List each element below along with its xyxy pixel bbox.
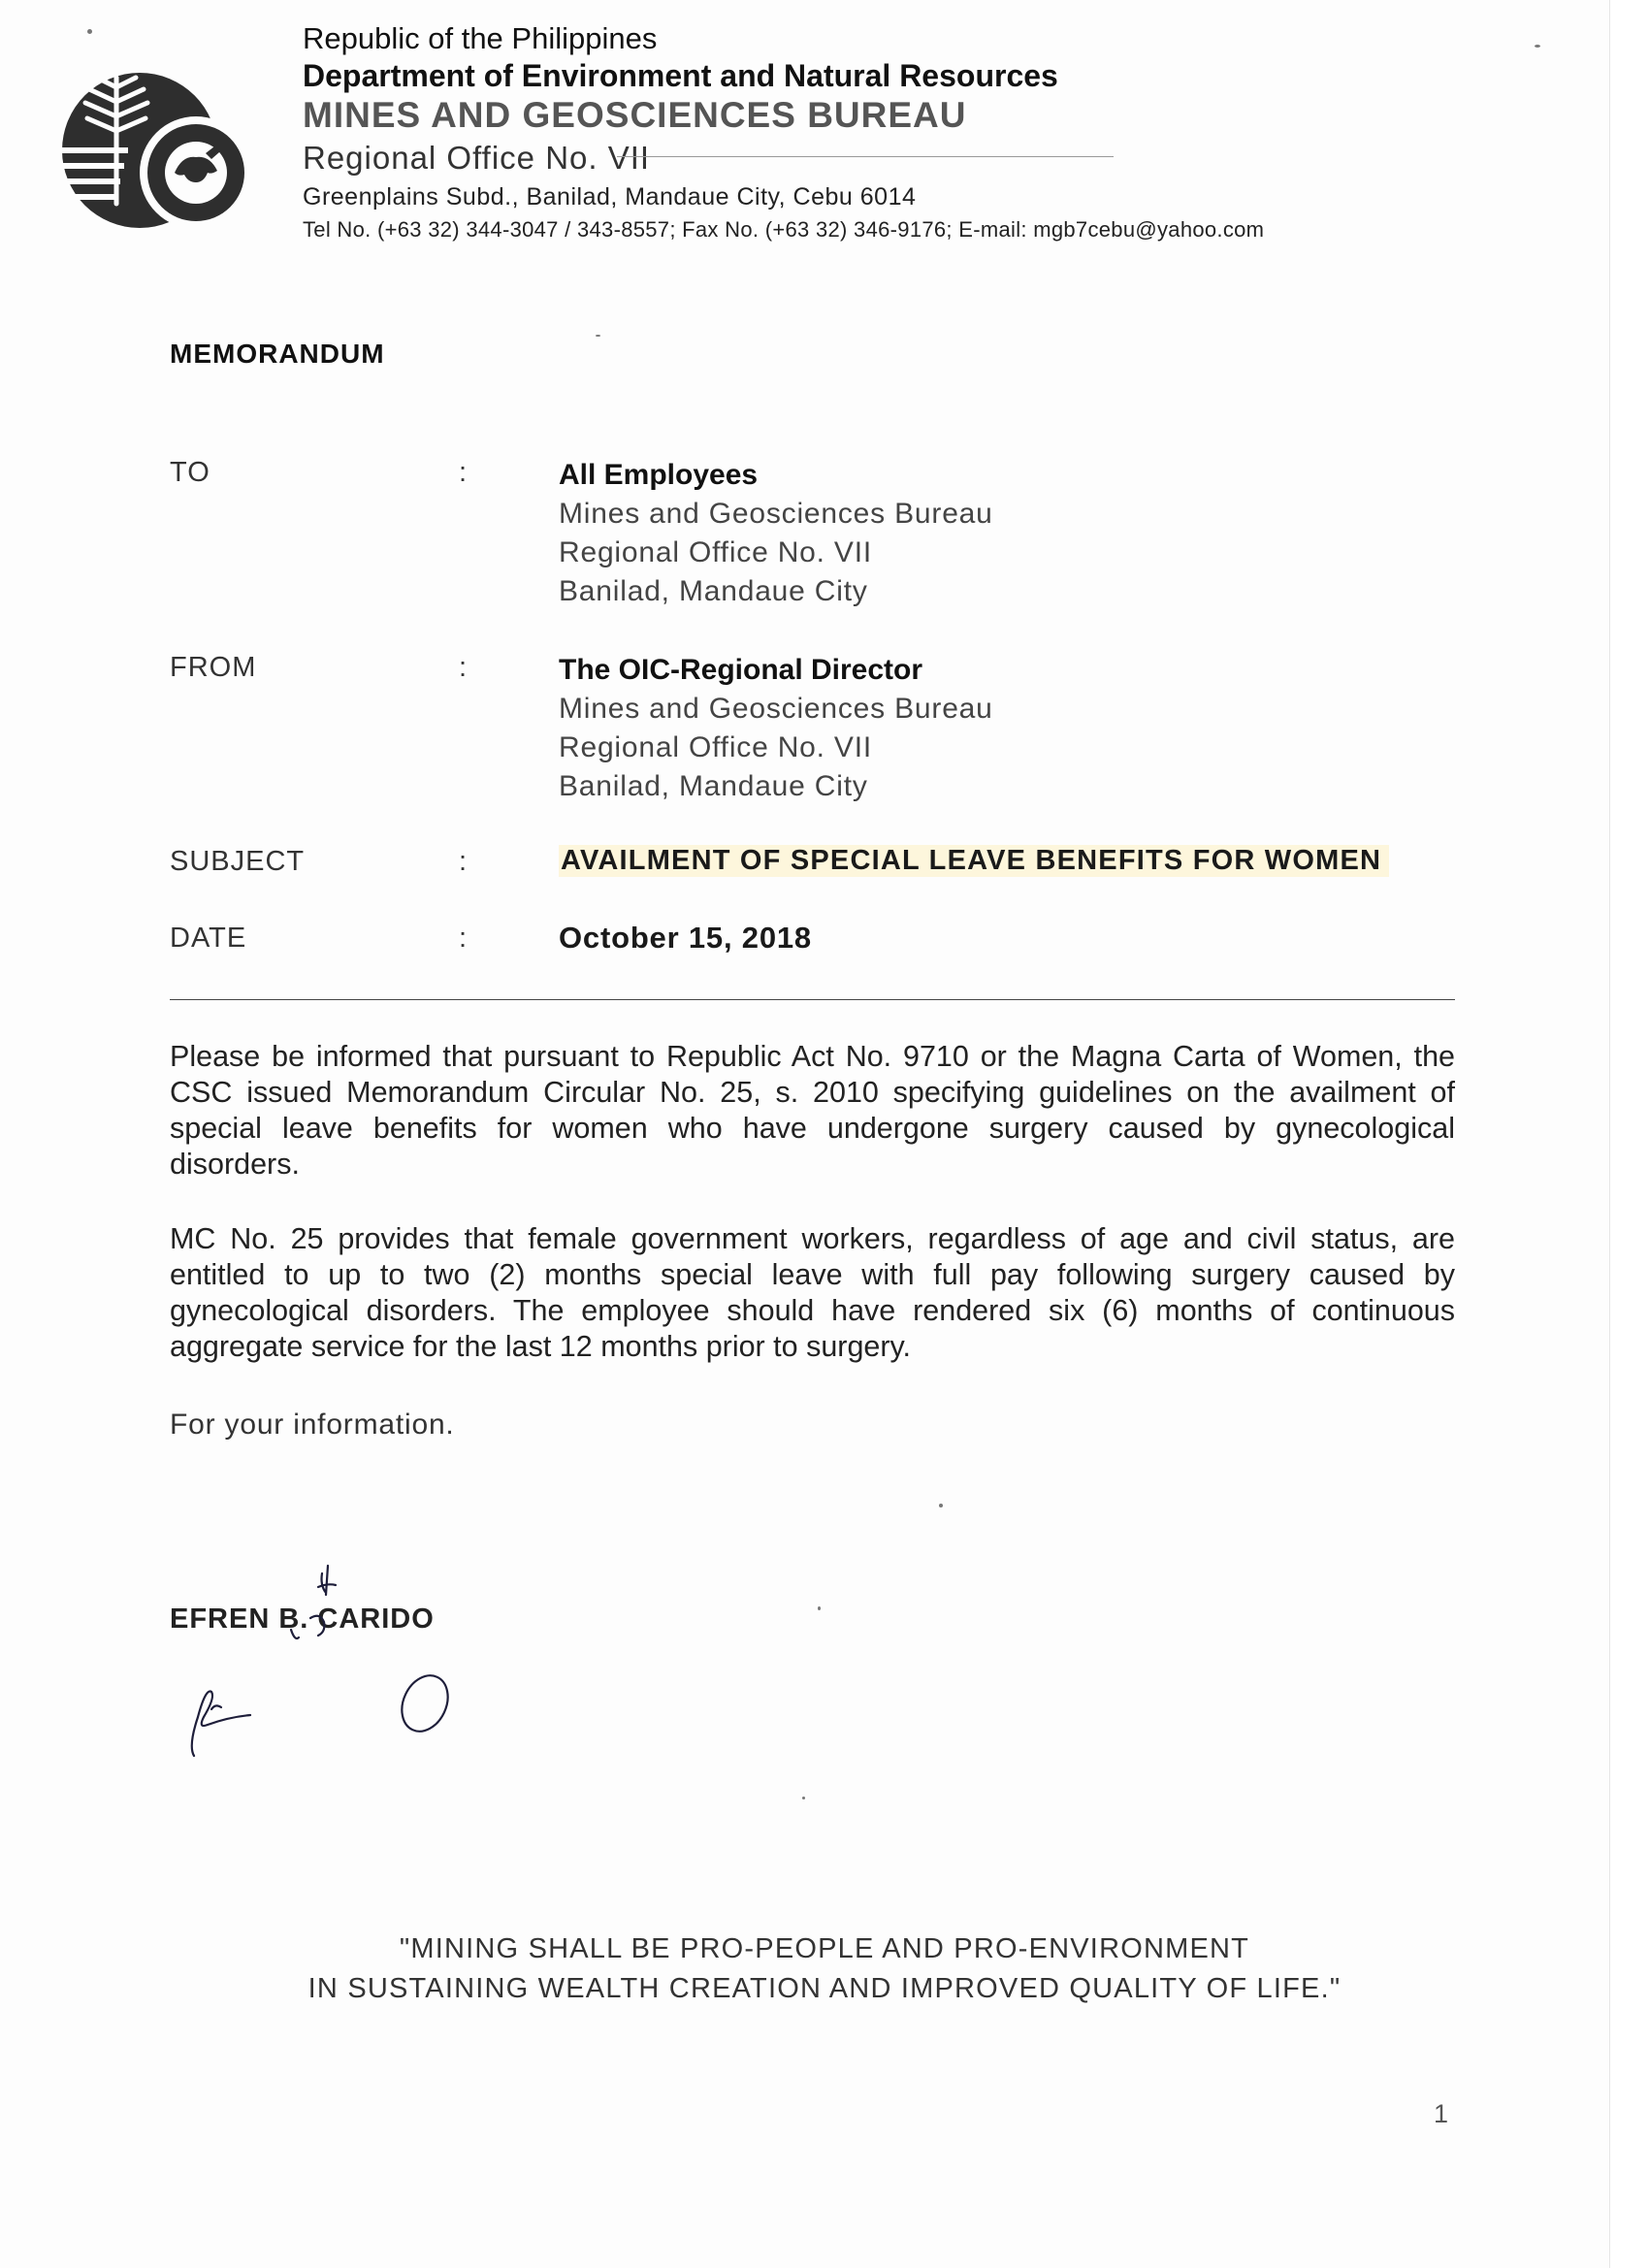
letterhead-address: Greenplains Subd., Banilad, Mandaue City, Cebu 6014 — [303, 183, 917, 211]
to-recipient-name: All Employees — [559, 459, 759, 491]
scan-edge — [1609, 0, 1649, 2268]
date-colon: : — [459, 923, 468, 954]
memo-title: MEMORANDUM — [170, 339, 385, 369]
letterhead-department: Department of Environment and Natural Resources — [303, 58, 1058, 93]
scan-speck — [1535, 45, 1540, 48]
letterhead-bureau: MINES AND GEOSCIENCES BUREAU — [303, 95, 967, 135]
body-paragraph: Please be informed that pursuant to Republic Act No. 9710 or the Magna Carta of Women, the CSC issued Memorandum Circular No. 25, s. 2010 specifying guidelines on the availment of special leave benefits for women who have undergone surgery caused by gynecological disorders. — [170, 1040, 1455, 1181]
letterhead-republic: Republic of the Philippines — [303, 21, 658, 55]
header-divider — [170, 999, 1455, 1000]
page-number: 1 — [1434, 2099, 1449, 2128]
date-value-block — [559, 921, 812, 956]
date-label: DATE — [170, 923, 247, 954]
from-address-line: Banilad, Mandaue City — [559, 770, 868, 802]
motto-line: "MINING SHALL BE PRO-PEOPLE AND PRO-ENVIRONMENT — [399, 1933, 1250, 1964]
scan-speck — [87, 29, 92, 34]
from-sender-block — [559, 651, 993, 806]
to-address-line: Regional Office No. VII — [559, 536, 872, 568]
to-address-line: Banilad, Mandaue City — [559, 575, 868, 607]
to-colon: : — [459, 457, 468, 488]
scan-speck — [939, 1504, 943, 1507]
mgb-seal-logo-icon — [60, 58, 254, 243]
motto-line: IN SUSTAINING WEALTH CREATION AND IMPROVED QUALITY OF LIFE." — [307, 1973, 1342, 2004]
to-recipient-block — [559, 456, 993, 611]
body-paragraph: MC No. 25 provides that female government workers, regardless of age and civil status, are entitled to up to two (2) months special leave with full pay following surgery caused by gynecological disorders. The employee should have rendered six (6) months of continuous aggregate service for the last 12 months prior to surgery. — [170, 1222, 1455, 1363]
subject-value: AVAILMENT OF SPECIAL LEAVE BENEFITS FOR WOMEN — [559, 845, 1389, 877]
scan-speck — [802, 1797, 805, 1799]
from-sender-name: The OIC-Regional Director — [559, 654, 923, 686]
date-value: October 15, 2018 — [559, 921, 812, 955]
handwritten-signature-icon — [155, 1552, 485, 1775]
from-label: FROM — [170, 652, 257, 683]
from-colon: : — [459, 652, 468, 683]
letterhead-rule — [617, 156, 1114, 157]
scan-speck — [818, 1606, 821, 1610]
scan-speck — [596, 335, 600, 337]
subject-colon: : — [459, 846, 468, 877]
signatory-name: EFREN B. CARIDO — [170, 1604, 435, 1635]
subject-value-block — [559, 845, 1389, 877]
closing-line: For your information. — [170, 1409, 455, 1441]
letterhead-regional-office: Regional Office No. VII — [303, 140, 651, 176]
to-label: TO — [170, 457, 210, 488]
from-address-line: Mines and Geosciences Bureau — [559, 693, 993, 725]
subject-label: SUBJECT — [170, 846, 306, 877]
from-address-line: Regional Office No. VII — [559, 731, 872, 763]
letterhead-contact: Tel No. (+63 32) 344-3047 / 343-8557; Fax No. (+63 32) 346-9176; E-mail: mgb7cebu@yahoo.com — [303, 217, 1265, 242]
to-address-line: Mines and Geosciences Bureau — [559, 498, 993, 530]
